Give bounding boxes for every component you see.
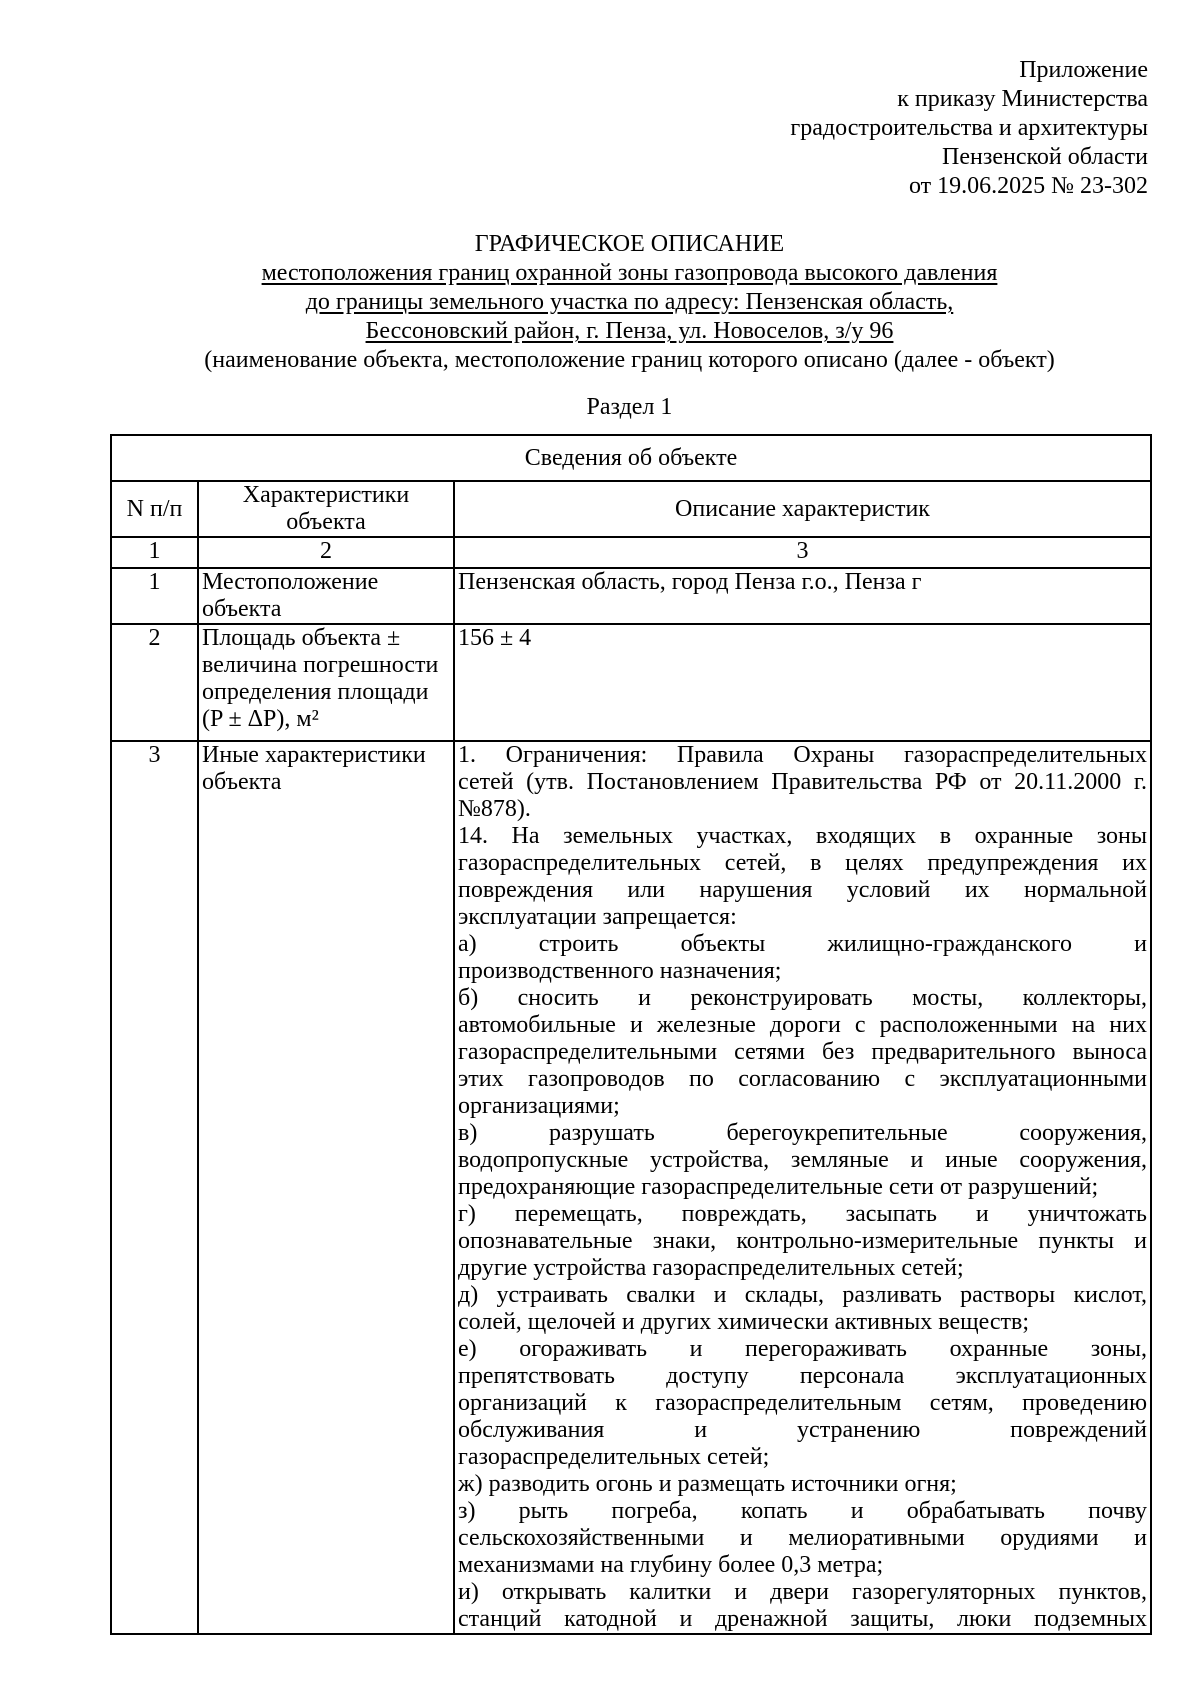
description-line: организациями; [458, 1093, 620, 1119]
table-caption-row [111, 435, 1151, 481]
row-characteristic: Местоположение объекта [198, 568, 454, 624]
object-name-line-3: Бессоновский район, г. Пенза, ул. Новоселов, з/у 96 [365, 318, 894, 344]
description-line: механизмами на глубину более 0,3 метра; [458, 1552, 884, 1578]
description-line: обслуживания и устранению повреждений [458, 1417, 1147, 1443]
description-line: солей, щелочей и других химически активных веществ; [458, 1309, 1029, 1335]
description-line: автомобильные и железные дороги с расположенными на них [458, 1012, 1147, 1038]
description-line: и) открывать калитки и двери газорегуляторных пунктов, [458, 1579, 1147, 1605]
table-row [111, 624, 1151, 741]
description-line: повреждения или нарушения условий их нормальной [458, 877, 1147, 903]
appendix-line-3: градостроительства и архитектуры [790, 115, 1148, 141]
object-name-line-1: местоположения границ охранной зоны газопровода высокого давления [261, 260, 998, 286]
object-info-table [110, 434, 1152, 1635]
column-number-2: 2 [198, 537, 454, 568]
title-block [110, 230, 1149, 375]
description-line: этих газопроводов по согласованию с эксплуатационными [458, 1066, 1147, 1092]
section-title: Раздел 1 [586, 394, 673, 420]
appendix-line-2: к приказу Министерства [897, 86, 1148, 112]
description-line: г) перемещать, повреждать, засыпать и уничтожать [458, 1201, 1147, 1227]
description-line: д) устраивать свалки и склады, разливать растворы кислот, [458, 1282, 1147, 1308]
description-line: газораспределительных сетей, в целях предупреждения их [458, 850, 1147, 876]
description-line: эксплуатации запрещается: [458, 904, 737, 930]
column-number-3: 3 [454, 537, 1151, 568]
row-description: Пензенская область, город Пенза г.о., Пенза г [454, 568, 1151, 624]
appendix-header [790, 56, 1148, 201]
row-description-restrictions [454, 741, 1151, 1634]
object-name-caption: (наименование объекта, местоположение границ которого описано (далее - объект) [204, 347, 1055, 373]
description-line: в) разрушать берегоукрепительные сооружения, [458, 1120, 1147, 1146]
row-num: 3 [111, 741, 198, 1634]
header-num: N п/п [111, 481, 198, 537]
description-line: 1. Ограничения: Правила Охраны газораспределительных [458, 742, 1147, 768]
description-line: з) рыть погреба, копать и обрабатывать почву [458, 1498, 1147, 1524]
row-num: 2 [111, 624, 198, 741]
description-line: другие устройства газораспределительных сетей; [458, 1255, 964, 1281]
description-line: а) строить объекты жилищно-гражданского и [458, 931, 1147, 957]
table-header-row [111, 481, 1151, 537]
column-number-1: 1 [111, 537, 198, 568]
description-line: №878). [458, 796, 531, 822]
description-line: станций катодной и дренажной защиты, люки подземных [458, 1606, 1147, 1632]
appendix-line-5: от 19.06.2025 № 23-302 [908, 173, 1148, 199]
description-line: е) огораживать и перегораживать охранные зоны, [458, 1336, 1147, 1362]
description-line: препятствовать доступу персонала эксплуатационных [458, 1363, 1147, 1389]
row-characteristic: Иные характеристики объекта [198, 741, 454, 1634]
description-line: сетей (утв. Постановлением Правительства РФ от 20.11.2000 г. [458, 769, 1147, 795]
description-line: организаций к газораспределительным сетям, проведению [458, 1390, 1147, 1416]
table-row [111, 741, 1151, 1634]
description-line: предохраняющие газораспределительные сети от разрушений; [458, 1174, 1099, 1200]
header-description: Описание характеристик [454, 481, 1151, 537]
document-title: ГРАФИЧЕСКОЕ ОПИСАНИЕ [474, 231, 785, 257]
table-row [111, 568, 1151, 624]
row-num: 1 [111, 568, 198, 624]
appendix-line-1: Приложение [1019, 57, 1148, 83]
row-characteristic: Площадь объекта ± величина погрешности определения площади (P ± ΔP), м² [198, 624, 454, 741]
description-line: ж) разводить огонь и размещать источники огня; [458, 1471, 957, 1497]
description-line: водопропускные устройства, земляные и иные сооружения, [458, 1147, 1147, 1173]
description-line: 14. На земельных участках, входящих в охранные зоны [458, 823, 1147, 849]
description-line: газораспределительными сетями без предварительного выноса [458, 1039, 1147, 1065]
description-line: производственного назначения; [458, 958, 782, 984]
column-numbers-row [111, 537, 1151, 568]
appendix-line-4: Пензенской области [942, 144, 1148, 170]
row-description: 156 ± 4 [454, 624, 1151, 741]
description-line: б) сносить и реконструировать мосты, коллекторы, [458, 985, 1147, 1011]
description-line: сельскохозяйственными и мелиоративными орудиями и [458, 1525, 1147, 1551]
table-caption: Сведения об объекте [111, 435, 1151, 481]
description-line: газораспределительных сетей; [458, 1444, 770, 1470]
header-characteristic: Характеристики объекта [198, 481, 454, 537]
object-name-line-2: до границы земельного участка по адресу: Пензенская область, [305, 289, 954, 315]
description-line: опознавательные знаки, контрольно-измерительные пункты и [458, 1228, 1147, 1254]
